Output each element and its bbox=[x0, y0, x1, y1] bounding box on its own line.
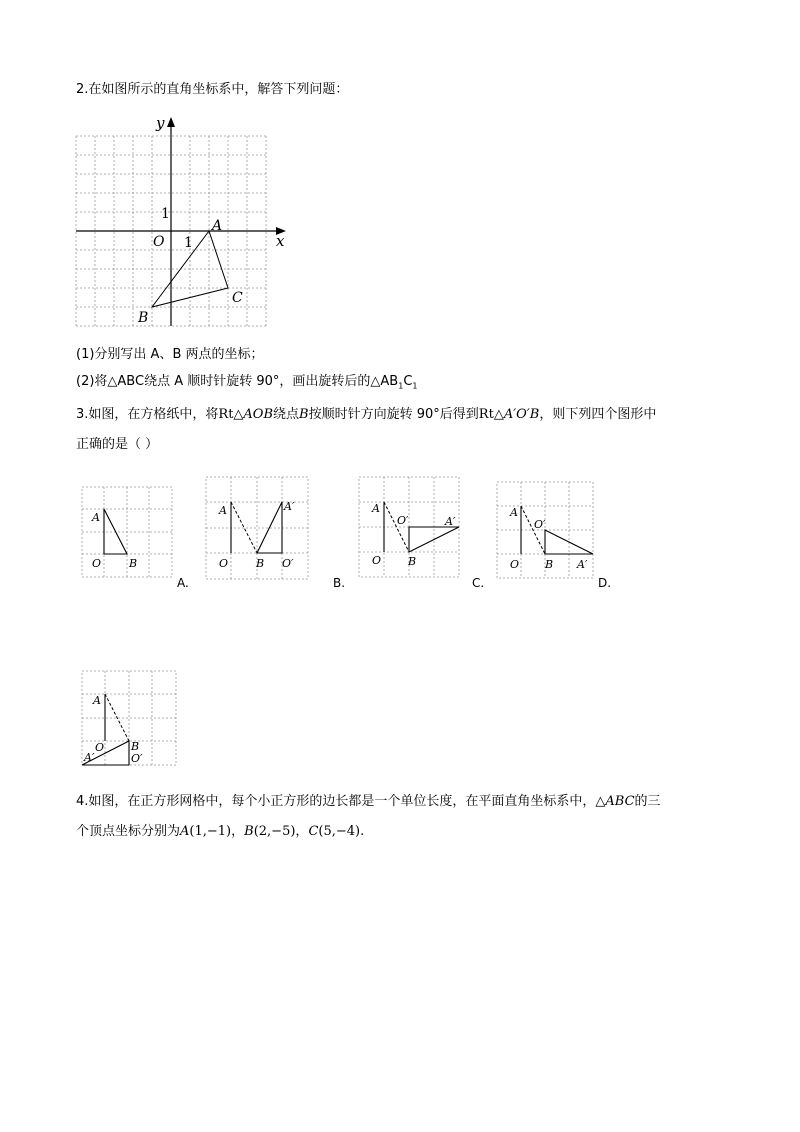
svg-text:A: A bbox=[93, 694, 101, 707]
point-a-label: A bbox=[212, 218, 223, 234]
unit-x-label: 1 bbox=[184, 235, 193, 251]
svg-text:B: B bbox=[129, 557, 138, 570]
q2-sub2: (2)将△ABC绕点 A 顺时针旋转 90°，画出旋转后的$\triangle AB_1C_1$ bbox=[76, 374, 418, 391]
option-a-figure bbox=[82, 487, 174, 579]
svg-text:A: A bbox=[219, 504, 227, 517]
svg-text:B: B bbox=[131, 740, 140, 753]
svg-text:B: B bbox=[408, 555, 417, 568]
q3-line1: 3.如图，在方格纸中，将Rt△AOB绕点B按顺时针方向旋转 90°后得到Rt△A′O′B，则下列四个图形中 bbox=[76, 407, 657, 422]
svg-text:A′: A′ bbox=[577, 558, 588, 571]
svg-text:O′: O′ bbox=[397, 514, 409, 527]
q2-sub1: (1)分别写出 A、B 两点的坐标； bbox=[76, 347, 264, 362]
svg-text:O: O bbox=[372, 554, 382, 567]
svg-text:A′: A′ bbox=[284, 500, 295, 513]
option-d-label[interactable]: D. bbox=[598, 576, 612, 590]
svg-text:O: O bbox=[510, 558, 520, 571]
svg-text:B: B bbox=[545, 558, 554, 571]
q2-title: 2.在如图所示的直角坐标系中，解答下列问题： bbox=[76, 82, 349, 97]
option-a-label[interactable]: A. bbox=[177, 576, 189, 590]
option-b-label[interactable]: B. bbox=[333, 576, 346, 590]
option-d-figure bbox=[497, 482, 595, 580]
q4-line1: 4.如图，在正方形网格中，每个小正方形的边长都是一个单位长度，在平面直角坐标系中，△ABC的三 bbox=[76, 794, 661, 809]
svg-text:O: O bbox=[92, 557, 102, 570]
axis-y-label: y bbox=[156, 114, 165, 132]
option-b-figure bbox=[206, 477, 310, 581]
q3-line2: 正确的是（ ） bbox=[76, 437, 159, 452]
svg-text:O: O bbox=[219, 557, 229, 570]
svg-text:A: A bbox=[92, 511, 100, 524]
origin-label: O bbox=[153, 234, 165, 250]
svg-text:O′: O′ bbox=[534, 518, 546, 531]
svg-text:A: A bbox=[372, 502, 380, 515]
q4-line2: 个顶点坐标分别为A(1,−1)，B(2,−5)，C(5,−4). bbox=[76, 824, 365, 839]
svg-text:A: A bbox=[510, 506, 518, 519]
svg-text:A′: A′ bbox=[84, 751, 95, 764]
axis-x-label: x bbox=[276, 232, 285, 250]
q2-coordinate-grid bbox=[76, 114, 296, 334]
svg-text:A′: A′ bbox=[445, 515, 456, 528]
point-c-label: C bbox=[232, 290, 243, 306]
svg-text:O: O bbox=[95, 741, 105, 754]
option-extra-figure bbox=[82, 671, 178, 767]
option-c-figure bbox=[359, 477, 461, 579]
point-b-label: B bbox=[138, 310, 149, 326]
option-c-label[interactable]: C. bbox=[472, 576, 485, 590]
svg-text:O′: O′ bbox=[282, 557, 294, 570]
svg-text:O′: O′ bbox=[131, 752, 143, 765]
svg-text:B: B bbox=[256, 557, 265, 570]
unit-y-label: 1 bbox=[161, 206, 170, 222]
